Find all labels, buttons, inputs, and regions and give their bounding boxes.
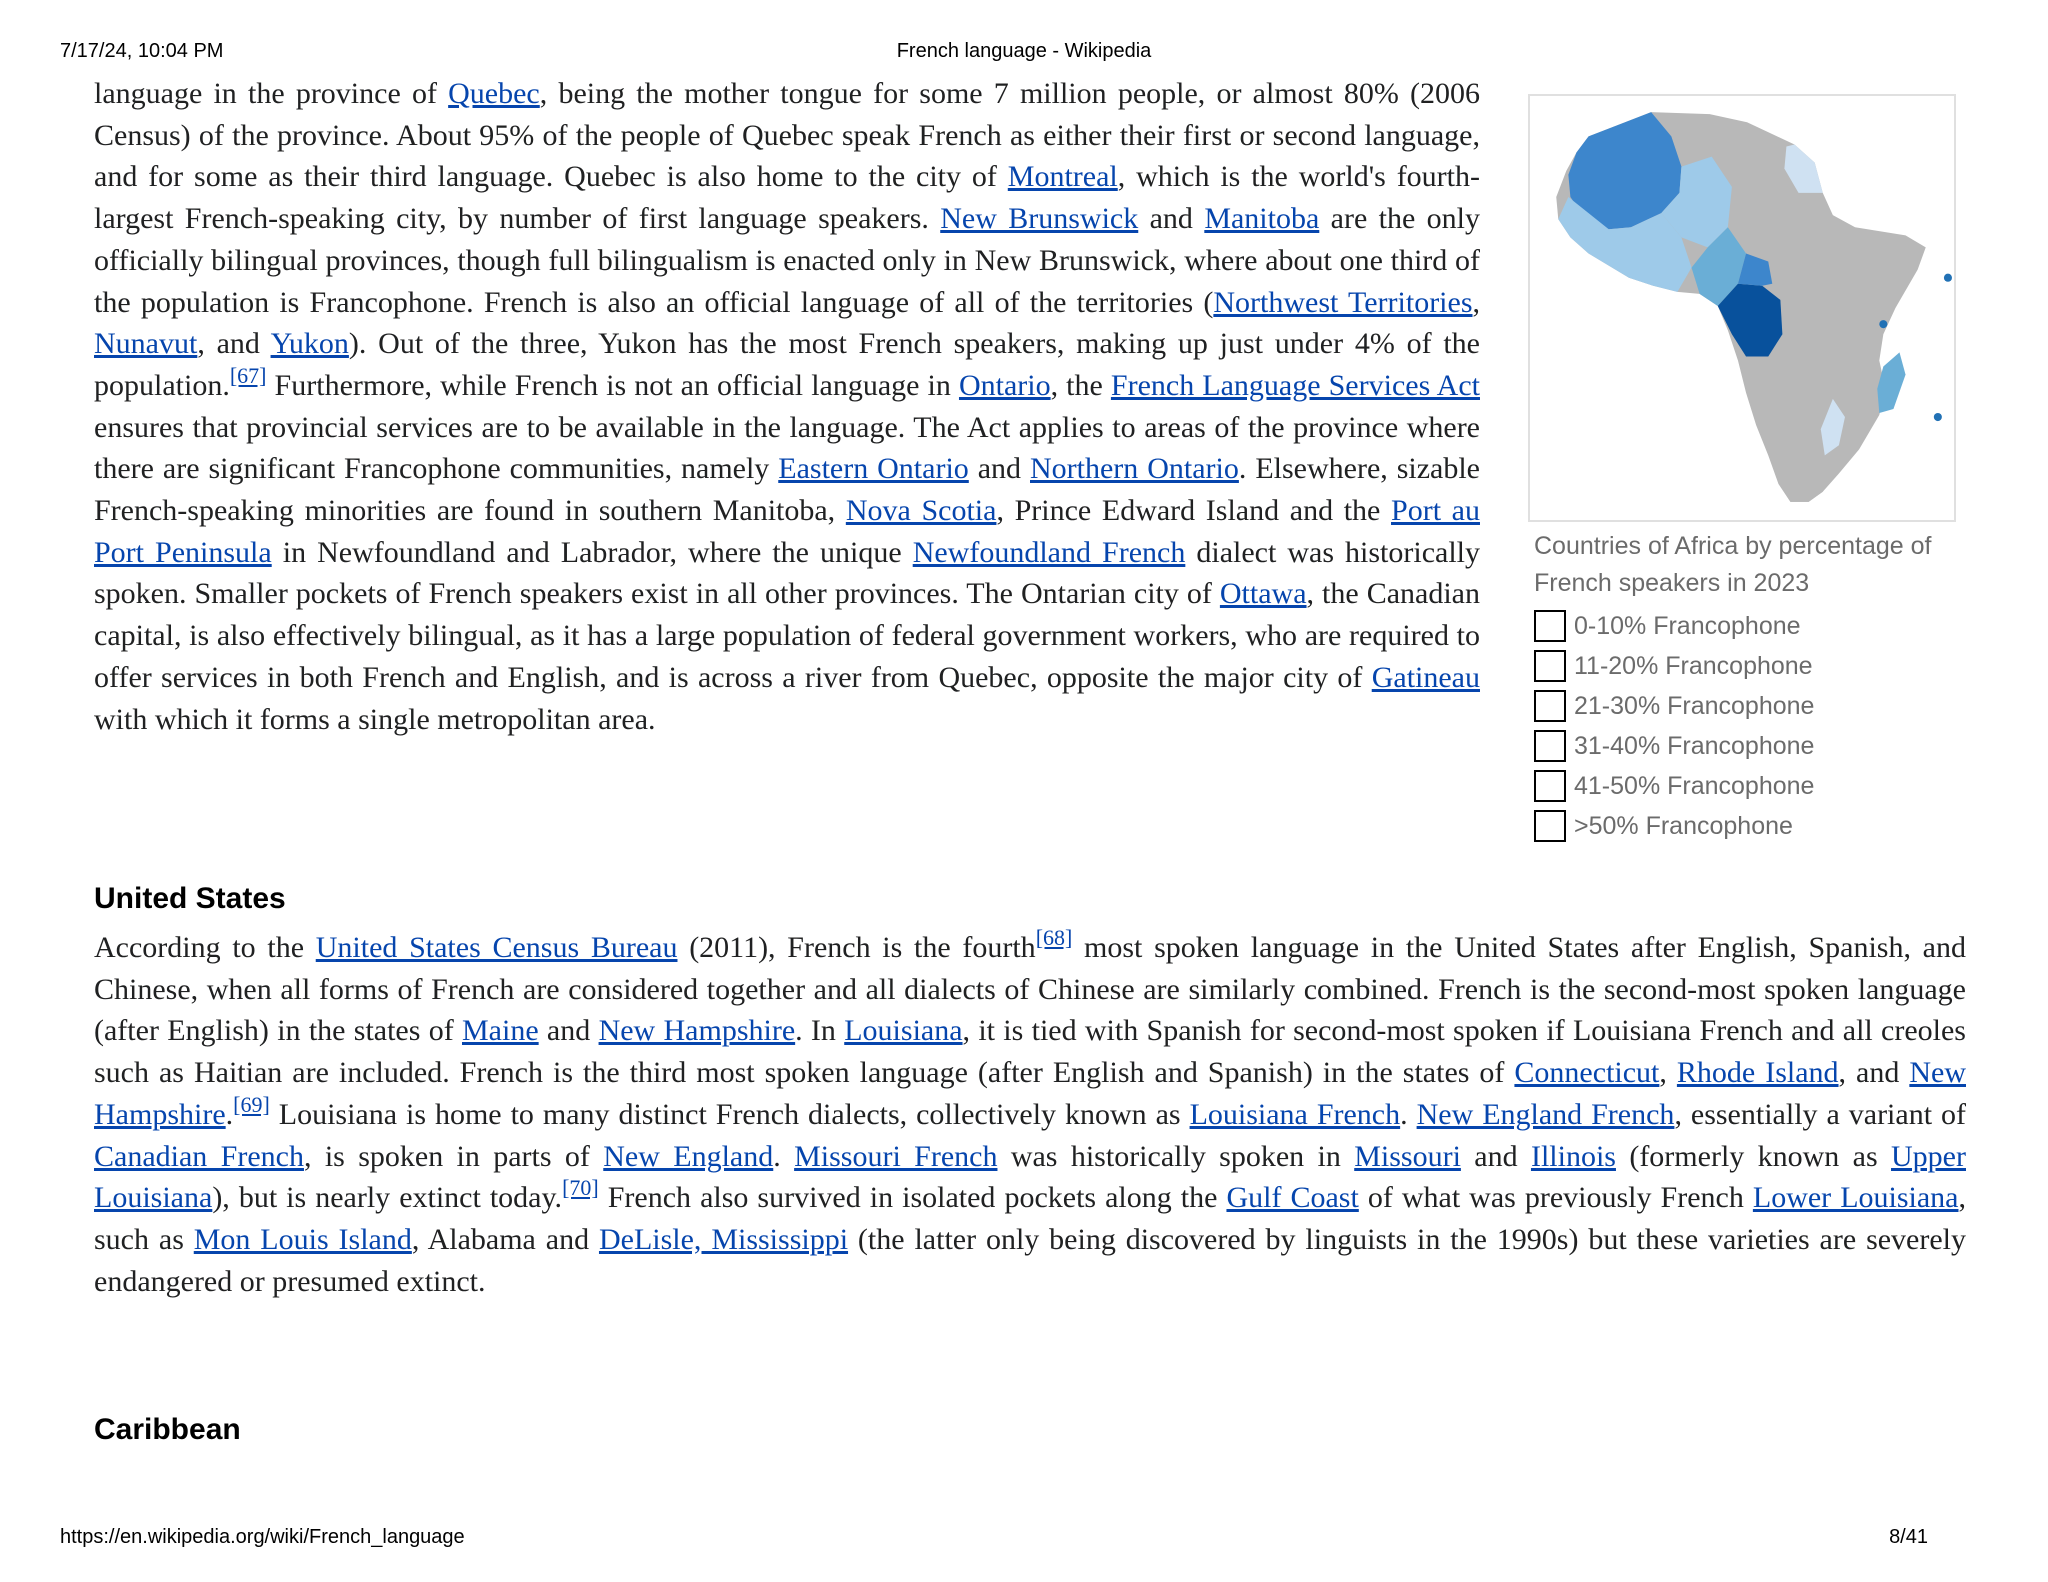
text-run: , being the mother tongue for some 7 million people, or almost 80% (2006 Census) of the province. About 95% of the people of Quebec speak French as either their first or second language, and for some as their third language. Quebec is also home to the city of — [94, 77, 1480, 194]
heading-caribbean: Caribbean — [94, 1413, 241, 1446]
link-canadian-french[interactable]: Canadian French — [94, 1139, 304, 1173]
link-upper-louisiana[interactable]: Upper Louisiana — [94, 1139, 1966, 1215]
text-run: . — [225, 1097, 234, 1131]
united-states-paragraph — [94, 927, 1966, 1302]
legend-swatch — [1534, 610, 1566, 642]
text-run: ensures that provincial services are to be available in the language. The Act applies to areas of the province where there are significant Francophone communities, namely — [94, 410, 1480, 486]
legend-swatch — [1534, 690, 1566, 722]
link-missouri-french[interactable]: Missouri French — [794, 1139, 998, 1173]
print-url: https://en.wikipedia.org/wiki/French_language — [60, 1526, 465, 1548]
africa-francophone-figure — [1528, 94, 1956, 846]
text-run: of what was previously French — [1358, 1181, 1753, 1215]
text-run: . In — [795, 1014, 845, 1048]
text-run: , essentially a variant of — [1674, 1097, 1966, 1131]
text-run: in Newfoundland and Labrador, where the unique — [271, 535, 913, 569]
text-run: (formerly known as — [1615, 1139, 1892, 1173]
legend-item — [1534, 606, 1956, 646]
link-connecticut[interactable]: Connecticut — [1514, 1056, 1660, 1090]
legend-item — [1534, 806, 1956, 846]
figure-caption: Countries of Africa by percentage of French speakers in 2023 — [1534, 532, 1932, 597]
link-mon-louis-island[interactable]: Mon Louis Island — [193, 1222, 412, 1256]
legend-swatch — [1534, 810, 1566, 842]
legend-label: 41-50% Francophone — [1574, 771, 1815, 800]
link-united-states-census-bureau[interactable]: United States Census Bureau — [315, 931, 678, 964]
legend-label: 31-40% Francophone — [1574, 731, 1815, 760]
link-french-language-services-act[interactable]: French Language Services Act — [1110, 368, 1480, 402]
text-run: ). Out of the three, Yukon has the most French speakers, making up just under 4% of the population. — [94, 327, 1480, 402]
text-run: , which is the world's fourth-largest French-speaking city, by number of first language speakers. — [94, 160, 1480, 236]
text-run: , the Canadian capital, is also effectively bilingual, as it has a large population of federal government workers, who are required to offer services in both French and English, and is across a river from Quebec, opposite the major city of — [94, 577, 1480, 694]
legend-label: 21-30% Francophone — [1574, 691, 1815, 720]
text-run: and — [538, 1014, 599, 1048]
link-montreal[interactable]: Montreal — [1007, 160, 1118, 194]
link-ottawa[interactable]: Ottawa — [1219, 577, 1307, 611]
citation-69[interactable]: [69] — [233, 1091, 270, 1117]
link-new-hampshire-2[interactable]: New Hampshire — [94, 1056, 1966, 1131]
link-louisiana[interactable]: Louisiana — [844, 1014, 963, 1048]
link-rhode-island[interactable]: Rhode Island — [1676, 1056, 1839, 1090]
text-run: (2011), French is the fourth — [677, 931, 1036, 964]
link-illinois[interactable]: Illinois — [1530, 1139, 1616, 1173]
legend-item — [1534, 686, 1956, 726]
text-run: , — [1659, 1056, 1677, 1090]
heading-united-states: United States — [94, 882, 286, 915]
link-louisiana-french[interactable]: Louisiana French — [1189, 1097, 1401, 1131]
text-run: , such as — [94, 1181, 1966, 1256]
text-run: (the latter only being discovered by linguists in the 1990s) but these varieties are severely endangered or presumed extinct. — [94, 1222, 1967, 1298]
text-run: , and — [197, 327, 271, 361]
text-run: , Prince Edward Island and the — [996, 494, 1392, 528]
link-eastern-ontario[interactable]: Eastern Ontario — [778, 452, 969, 486]
link-quebec[interactable]: Quebec — [448, 77, 540, 110]
citation-67[interactable]: [67] — [229, 362, 267, 388]
legend-item — [1534, 646, 1956, 686]
text-run: ), but is nearly extinct today. — [212, 1181, 563, 1215]
link-new-brunswick[interactable]: New Brunswick — [940, 202, 1139, 236]
legend-swatch — [1534, 730, 1566, 762]
link-newfoundland-french[interactable]: Newfoundland French — [912, 535, 1186, 569]
citation-70[interactable]: [70] — [562, 1175, 599, 1201]
link-gulf-coast[interactable]: Gulf Coast — [1226, 1181, 1359, 1215]
link-northern-ontario[interactable]: Northern Ontario — [1030, 452, 1239, 486]
link-delisle-mississippi[interactable]: DeLisle, Mississippi — [598, 1222, 849, 1256]
text-run: and — [1138, 202, 1205, 236]
text-run: language in the province of — [94, 77, 449, 110]
link-northwest-territories[interactable]: Northwest Territories — [1213, 285, 1473, 319]
text-run: . — [1400, 1097, 1417, 1131]
text-run: most spoken language in the United States after English, Spanish, and Chinese, when all forms of French are considered together and all dialects of Chinese are similarly combined. French is the second-most spoken language (after English) in the states of — [94, 931, 1966, 1048]
link-new-england[interactable]: New England — [603, 1139, 774, 1173]
legend-swatch — [1534, 770, 1566, 802]
print-footer — [60, 1526, 1988, 1550]
text-run: , the — [1050, 368, 1111, 402]
print-timestamp: 7/17/24, 10:04 PM — [60, 40, 224, 62]
citation-68[interactable]: [68] — [1035, 925, 1073, 950]
text-run: , it is tied with Spanish for second-most spoken if Louisiana French and all creoles such as Haitian are included. French is the third most spoken language (after English and Spanish) in the states of — [94, 1014, 1966, 1090]
text-run: , — [1472, 285, 1481, 319]
link-nova-scotia[interactable]: Nova Scotia — [845, 494, 997, 528]
text-run: and — [968, 452, 1030, 486]
link-yukon[interactable]: Yukon — [270, 327, 349, 361]
text-run: dialect was historically spoken. Smaller pockets of French speakers exist in all other provinces. The Ontarian city of — [94, 535, 1480, 611]
link-new-england-french[interactable]: New England French — [1416, 1097, 1675, 1131]
link-maine[interactable]: Maine — [462, 1014, 539, 1048]
text-run: with which it forms a single metropolitan area. — [94, 702, 656, 736]
africa-map-image[interactable] — [1528, 94, 1956, 522]
text-run: . Elsewhere, sizable French-speaking minorities are found in southern Manitoba, — [94, 452, 1480, 528]
print-header — [60, 40, 1988, 64]
link-manitoba[interactable]: Manitoba — [1204, 202, 1320, 236]
legend-label: 0-10% Francophone — [1574, 611, 1801, 640]
text-run: French also survived in isolated pockets along the — [598, 1181, 1227, 1215]
text-run: are the only officially bilingual provinces, though full bilingualism is enacted only in New Brunswick, where about one third of the population is Francophone. French is also an official language of all of the territories ( — [94, 202, 1481, 319]
text-run: and — [1460, 1139, 1531, 1173]
canada-paragraph — [94, 73, 1480, 740]
link-new-hampshire[interactable]: New Hampshire — [598, 1014, 796, 1048]
legend-swatch — [1534, 650, 1566, 682]
link-nunavut[interactable]: Nunavut — [94, 327, 198, 361]
print-page-title: French language - Wikipedia — [896, 40, 1152, 62]
link-lower-louisiana[interactable]: Lower Louisiana — [1752, 1181, 1959, 1215]
link-ontario[interactable]: Ontario — [958, 368, 1051, 402]
text-run: , Alabama and — [411, 1222, 599, 1256]
text-run: , is spoken in parts of — [303, 1139, 604, 1173]
text-run: Louisiana is home to many distinct French dialects, collectively known as — [269, 1097, 1190, 1131]
link-gatineau[interactable]: Gatineau — [1371, 660, 1480, 694]
legend-item — [1534, 766, 1956, 806]
map-legend — [1534, 606, 1956, 846]
text-run: According to the — [94, 931, 316, 964]
text-run: . — [773, 1139, 795, 1173]
legend-label: >50% Francophone — [1574, 811, 1793, 840]
legend-label: 11-20% Francophone — [1574, 651, 1813, 680]
legend-item — [1534, 726, 1956, 766]
text-run: Furthermore, while French is not an official language in — [266, 368, 959, 402]
link-port-au-port-peninsula[interactable]: Port au Port Peninsula — [94, 494, 1480, 569]
text-run: was historically spoken in — [997, 1139, 1355, 1173]
print-page-number: 8/41 — [1889, 1526, 1928, 1548]
link-missouri[interactable]: Missouri — [1354, 1139, 1461, 1173]
text-run: , and — [1838, 1056, 1910, 1090]
